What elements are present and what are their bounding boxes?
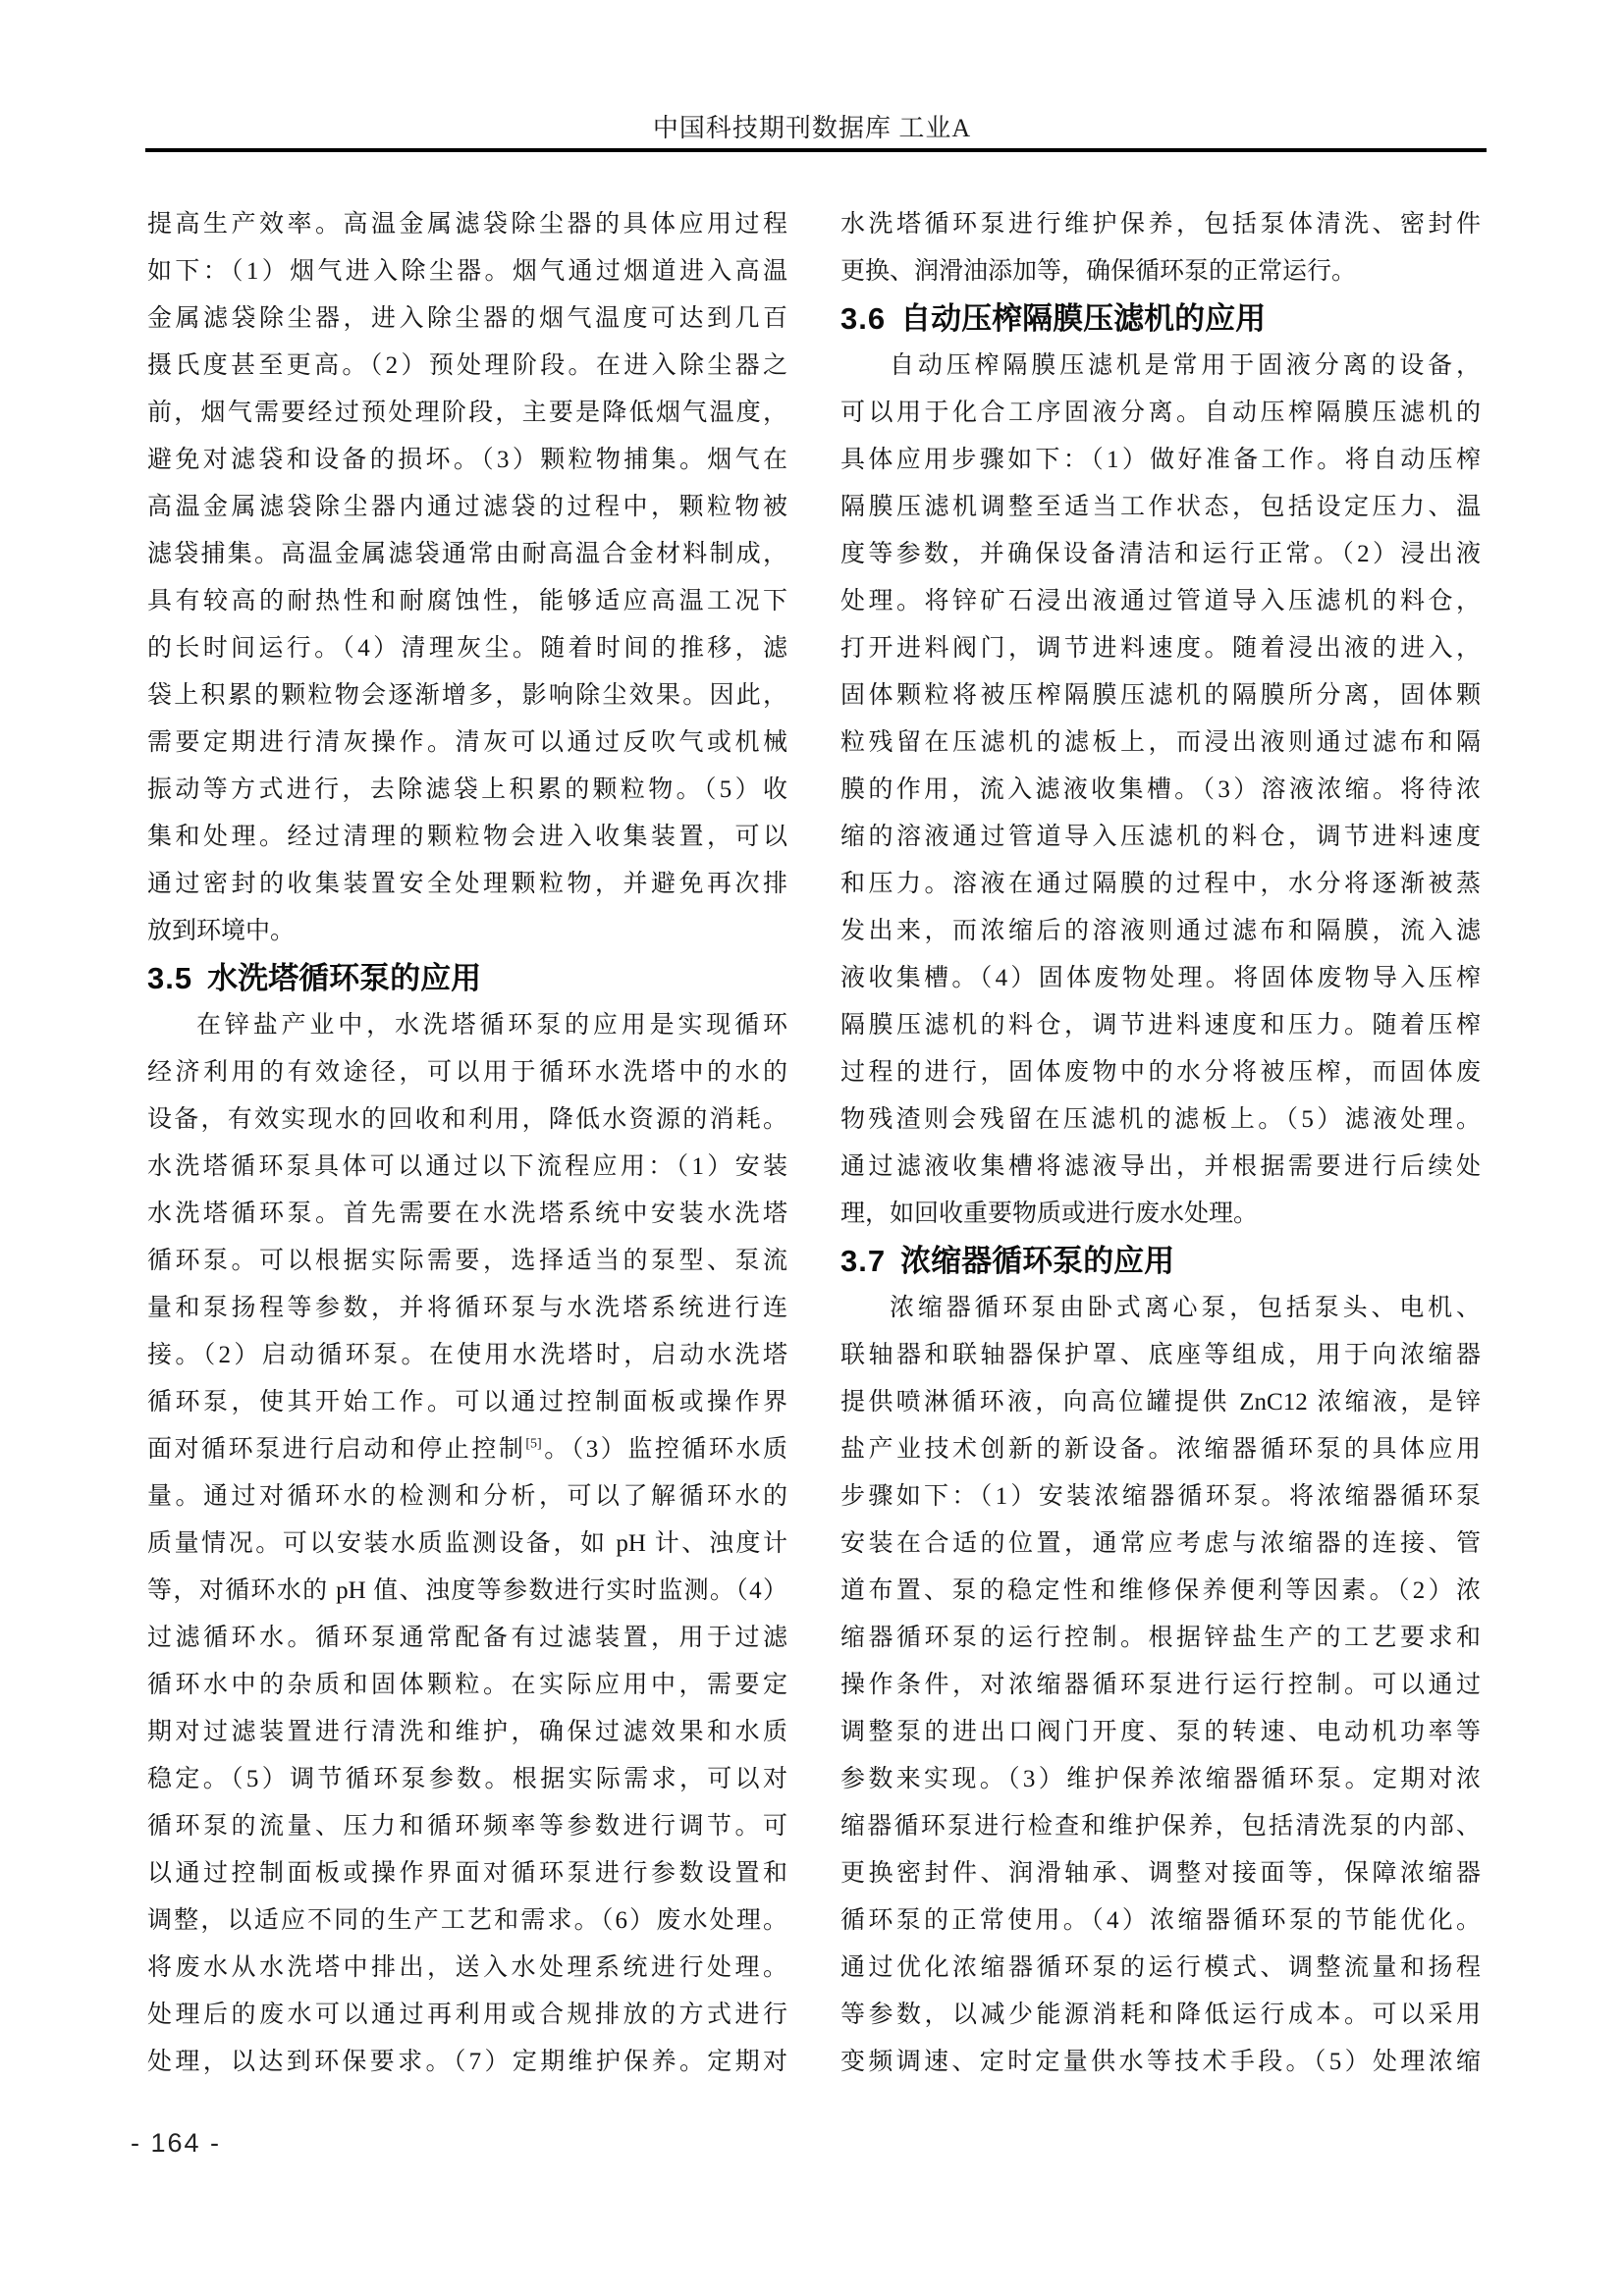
text-line: 处理。将锌矿石浸出液通过管道导入压滤机的料仓， (840, 588, 1481, 614)
journal-header-title: 中国科技期刊数据库 工业A (652, 114, 972, 142)
text-line: 调整泵的进出口阀门开度、泵的转速、电动机功率等 (840, 1719, 1481, 1745)
text-line: 操作条件，对浓缩器循环泵进行运行控制。可以通过 (840, 1672, 1481, 1698)
text-line: 固体颗粒将被压榨隔膜压滤机的隔膜所分离，固体颗 (840, 682, 1481, 709)
text-column-left (147, 201, 787, 2086)
section-number: 3.5 (147, 961, 193, 995)
text-line: 过程的进行，固体废物中的水分将被压榨，而固体废 (840, 1059, 1481, 1086)
citation-marker: [5] (525, 1436, 542, 1452)
text-line: 安装在合适的位置，通常应考虑与浓缩器的连接、管 (840, 1530, 1481, 1557)
text-line: 水洗塔循环泵进行维护保养，包括泵体清洗、密封件 (840, 211, 1481, 238)
text-line: 度等参数，并确保设备清洁和运行正常。（2）浸出液 (840, 541, 1481, 567)
section-heading (840, 295, 1481, 343)
text-line: 量和泵扬程等参数，并将循环泵与水洗塔系统进行连 (147, 1295, 787, 1321)
section-title: 水洗塔循环泵的应用 (207, 961, 482, 995)
text-line: 等，对循环水的 pH 值、浊度等参数进行实时监测。（4） (147, 1577, 787, 1604)
text-line: 循环水中的杂质和固体颗粒。在实际应用中，需要定 (147, 1672, 787, 1698)
text-line: 量。通过对循环水的检测和分析，可以了解循环水的 (147, 1483, 787, 1510)
text-line: 和压力。溶液在通过隔膜的过程中，水分将逐渐被蒸 (840, 871, 1481, 897)
text-line: 通过滤液收集槽将滤液导出，并根据需要进行后续处 (840, 1153, 1481, 1180)
text-line: 液收集槽。（4）固体废物处理。将固体废物导入压榨 (840, 965, 1481, 991)
text-line: 可以用于化合工序固液分离。自动压榨隔膜压滤机的 (840, 400, 1481, 426)
text-line: 具体应用步骤如下：（1）做好准备工作。将自动压榨 (840, 447, 1481, 473)
text-line: 打开进料阀门，调节进料速度。随着浸出液的进入， (840, 635, 1481, 662)
text-line: 的长时间运行。（4）清理灰尘。随着时间的推移，滤 (147, 635, 787, 662)
text-line: 隔膜压滤机的料仓，调节进料速度和压力。随着压榨 (840, 1012, 1481, 1039)
text-line: 缩的溶液通过管道导入压滤机的料仓，调节进料速度 (840, 824, 1481, 850)
text-line: 袋上积累的颗粒物会逐渐增多，影响除尘效果。因此， (147, 682, 787, 709)
text-line: 调整，以适应不同的生产工艺和需求。（6）废水处理。 (147, 1907, 787, 1934)
text-line: 面对循环泵进行启动和停止控制[5]。（3）监控循环水质 (147, 1436, 787, 1463)
header-divider-rule (145, 148, 1487, 152)
text-line: 缩器循环泵的运行控制。根据锌盐生产的工艺要求和 (840, 1625, 1481, 1651)
text-line: 振动等方式进行，去除滤袋上积累的颗粒物。（5）收 (147, 776, 787, 803)
text-line: 发出来，而浓缩后的溶液则通过滤布和隔膜，流入滤 (840, 918, 1481, 944)
text-line: 循环泵。可以根据实际需要，选择适当的泵型、泵流 (147, 1248, 787, 1274)
text-line: 参数来实现。（3）维护保养浓缩器循环泵。定期对浓 (840, 1766, 1481, 1792)
text-line: 质量情况。可以安装水质监测设备，如 pH 计、浊度计 (147, 1530, 787, 1557)
text-line: 通过密封的收集装置安全处理颗粒物，并避免再次排 (147, 871, 787, 897)
text-line: 隔膜压滤机调整至适当工作状态，包括设定压力、温 (840, 494, 1481, 520)
text-line: 盐产业技术创新的新设备。浓缩器循环泵的具体应用 (840, 1436, 1481, 1463)
text-line: 水洗塔循环泵具体可以通过以下流程应用：（1）安装 (147, 1153, 787, 1180)
text-line: 避免对滤袋和设备的损坏。（3）颗粒物捕集。烟气在 (147, 447, 787, 473)
text-line: 稳定。（5）调节循环泵参数。根据实际需求，可以对 (147, 1766, 787, 1792)
text-line: 金属滤袋除尘器，进入除尘器的烟气温度可达到几百 (147, 305, 787, 332)
section-title: 自动压榨隔膜压滤机的应用 (900, 301, 1267, 336)
text-line: 循环泵的正常使用。（4）浓缩器循环泵的节能优化。 (840, 1907, 1481, 1934)
text-line: 循环泵，使其开始工作。可以通过控制面板或操作界 (147, 1389, 787, 1415)
section-heading (840, 1238, 1481, 1285)
text-line: 提高生产效率。高温金属滤袋除尘器的具体应用过程 (147, 211, 787, 238)
text-line: 更换密封件、润滑轴承、调整对接面等，保障浓缩器 (840, 1860, 1481, 1887)
text-line: 在锌盐产业中，水洗塔循环泵的应用是实现循环 (196, 1012, 787, 1039)
text-line: 以通过控制面板或操作界面对循环泵进行参数设置和 (147, 1860, 787, 1887)
text-line: 提供喷淋循环液，向高位罐提供 ZnC12 浓缩液，是锌 (840, 1389, 1481, 1415)
section-title: 浓缩器循环泵的应用 (900, 1244, 1175, 1278)
text-line: 自动压榨隔膜压滤机是常用于固液分离的设备， (890, 352, 1481, 379)
text-line: 集和处理。经过清理的颗粒物会进入收集装置，可以 (147, 824, 787, 850)
text-line: 水洗塔循环泵。首先需要在水洗塔系统中安装水洗塔 (147, 1201, 787, 1227)
text-line: 前，烟气需要经过预处理阶段，主要是降低烟气温度， (147, 400, 787, 426)
text-line: 摄氏度甚至更高。（2）预处理阶段。在进入除尘器之 (147, 352, 787, 379)
section-number: 3.7 (840, 1244, 887, 1278)
text-line: 处理后的废水可以通过再利用或合规排放的方式进行 (147, 2002, 787, 2028)
text-line: 高温金属滤袋除尘器内通过滤袋的过程中，颗粒物被 (147, 494, 787, 520)
text-line: 变频调速、定时定量供水等技术手段。（5）处理浓缩 (840, 2049, 1481, 2075)
text-line: 浓缩器循环泵由卧式离心泵，包括泵头、电机、 (890, 1295, 1481, 1321)
text-line: 粒残留在压滤机的滤板上，而浸出液则通过滤布和隔 (840, 729, 1481, 756)
text-line: 步骤如下：（1）安装浓缩器循环泵。将浓缩器循环泵 (840, 1483, 1481, 1510)
text-line: 期对过滤装置进行清洗和维护，确保过滤效果和水质 (147, 1719, 787, 1745)
text-line: 循环泵的流量、压力和循环频率等参数进行调节。可 (147, 1813, 787, 1840)
text-line: 缩器循环泵进行检查和维护保养，包括清洗泵的内部、 (840, 1813, 1481, 1840)
text-line: 更换、润滑油添加等，确保循环泵的正常运行。 (840, 258, 1357, 285)
text-line: 处理，以达到环保要求。（7）定期维护保养。定期对 (147, 2049, 787, 2075)
text-line: 将废水从水洗塔中排出，送入水处理系统进行处理。 (147, 1954, 787, 1981)
text-line: 放到环境中。 (147, 918, 296, 944)
text-line: 具有较高的耐热性和耐腐蚀性，能够适应高温工况下 (147, 588, 787, 614)
page-number: - 164 - (131, 2128, 222, 2158)
text-line: 经济利用的有效途径，可以用于循环水洗塔中的水的 (147, 1059, 787, 1086)
text-line: 物残渣则会残留在压滤机的滤板上。（5）滤液处理。 (840, 1106, 1481, 1133)
section-number: 3.6 (840, 301, 887, 336)
text-line: 膜的作用，流入滤液收集槽。（3）溶液浓缩。将待浓 (840, 776, 1481, 803)
text-line: 过滤循环水。循环泵通常配备有过滤装置，用于过滤 (147, 1625, 787, 1651)
text-line: 道布置、泵的稳定性和维修保养便利等因素。（2）浓 (840, 1577, 1481, 1604)
text-line: 需要定期进行清灰操作。清灰可以通过反吹气或机械 (147, 729, 787, 756)
text-line: 如下：（1）烟气进入除尘器。烟气通过烟道进入高温 (147, 258, 787, 285)
text-line: 理，如回收重要物质或进行废水处理。 (840, 1201, 1259, 1227)
text-line: 联轴器和联轴器保护罩、底座等组成，用于向浓缩器 (840, 1342, 1481, 1368)
text-line: 滤袋捕集。高温金属滤袋通常由耐高温合金材料制成， (147, 541, 787, 567)
text-line: 等参数，以减少能源消耗和降低运行成本。可以采用 (840, 2002, 1481, 2028)
text-line: 接。（2）启动循环泵。在使用水洗塔时，启动水洗塔 (147, 1342, 787, 1368)
text-column-right (840, 201, 1481, 2086)
section-heading (147, 955, 787, 1002)
text-line: 设备，有效实现水的回收和利用，降低水资源的消耗。 (147, 1106, 787, 1133)
text-line: 通过优化浓缩器循环泵的运行模式、调整流量和扬程 (840, 1954, 1481, 1981)
